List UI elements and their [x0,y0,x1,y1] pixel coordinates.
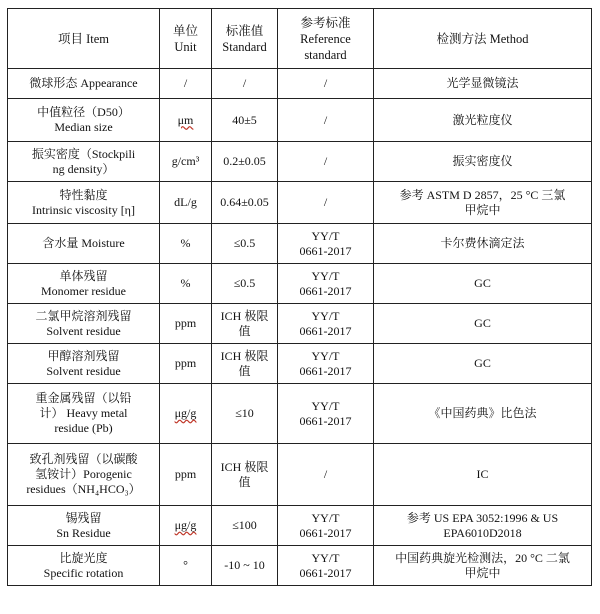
reference-cell: YY/T 0661-2017 [278,264,374,304]
header-unit: 单位 Unit [160,9,212,69]
table-row [8,546,592,586]
method-cell: 振实密度仪 [374,142,592,182]
reference-cell: YY/T 0661-2017 [278,304,374,344]
unit-cell: ° [160,546,212,586]
method-cell: GC [374,264,592,304]
unit-cell: ppm [160,444,212,506]
standard-cell: 0.2±0.05 [212,142,278,182]
table-row [8,506,592,546]
method-cell: 《中国药典》比色法 [374,384,592,444]
item-cell: 锡残留 Sn Residue [8,506,160,546]
method-cell: 卡尔费休滴定法 [374,224,592,264]
standard-cell: ICH 极限 值 [212,444,278,506]
item-cell: 甲醇溶剂残留 Solvent residue [8,344,160,384]
item-cell: 特性黏度 Intrinsic viscosity [η] [8,182,160,224]
method-cell: GC [374,304,592,344]
item-cell: 单体残留 Monomer residue [8,264,160,304]
header-reference: 参考标准 Reference standard [278,9,374,69]
unit-cell: dL/g [160,182,212,224]
table-row [8,69,592,99]
standard-cell: 0.64±0.05 [212,182,278,224]
item-cell: 含水量 Moisture [8,224,160,264]
method-cell: 参考 US EPA 3052:1996 & US EPA6010D2018 [374,506,592,546]
table-row [8,264,592,304]
reference-cell: / [278,142,374,182]
standard-cell: / [212,69,278,99]
unit-cell: μg/g [160,384,212,444]
unit-cell: % [160,224,212,264]
reference-cell: YY/T 0661-2017 [278,506,374,546]
header-row [8,9,592,69]
table-row [8,142,592,182]
item-cell: 微球形态 Appearance [8,69,160,99]
method-cell: 中国药典旋光检测法，20 °C 二氯 甲烷中 [374,546,592,586]
header-method: 检测方法 Method [374,9,592,69]
standard-cell: ICH 极限 值 [212,304,278,344]
method-cell: 光学显微镜法 [374,69,592,99]
table-row [8,224,592,264]
item-cell: 重金属残留（以铅 计） Heavy metal residue (Pb) [8,384,160,444]
table-row [8,384,592,444]
standard-cell: -10 ~ 10 [212,546,278,586]
reference-cell: YY/T 0661-2017 [278,384,374,444]
reference-cell: YY/T 0661-2017 [278,224,374,264]
item-cell: 二氯甲烷溶剂残留 Solvent residue [8,304,160,344]
reference-cell: / [278,182,374,224]
unit-cell: ppm [160,304,212,344]
reference-cell: / [278,444,374,506]
unit-cell: g/cm³ [160,142,212,182]
standard-cell: ICH 极限 值 [212,344,278,384]
method-cell: GC [374,344,592,384]
header-standard: 标准值 Standard [212,9,278,69]
reference-cell: YY/T 0661-2017 [278,546,374,586]
spec-table-container [7,8,592,586]
method-cell: 参考 ASTM D 2857，25 °C 三氯 甲烷中 [374,182,592,224]
unit-cell: ppm [160,344,212,384]
unit-cell: % [160,264,212,304]
unit-cell: μm [160,99,212,142]
reference-cell: YY/T 0661-2017 [278,344,374,384]
table-row [8,304,592,344]
standard-cell: ≤0.5 [212,264,278,304]
method-cell: IC [374,444,592,506]
spec-table [7,8,592,586]
item-cell: 比旋光度 Specific rotation [8,546,160,586]
item-cell: 致孔剂残留（以碳酸 氢铵计）Porogenic residues（NH₄HCO₃） [8,444,160,506]
unit-cell: / [160,69,212,99]
reference-cell: / [278,99,374,142]
reference-cell: / [278,69,374,99]
standard-cell: ≤0.5 [212,224,278,264]
table-row [8,444,592,506]
item-cell: 中值粒径（D50） Median size [8,99,160,142]
table-row [8,344,592,384]
table-row [8,99,592,142]
standard-cell: ≤10 [212,384,278,444]
unit-cell: μg/g [160,506,212,546]
table-row [8,182,592,224]
standard-cell: ≤100 [212,506,278,546]
method-cell: 激光粒度仪 [374,99,592,142]
item-cell: 振实密度（Stockpili ng density） [8,142,160,182]
standard-cell: 40±5 [212,99,278,142]
header-item: 项目 Item [8,9,160,69]
